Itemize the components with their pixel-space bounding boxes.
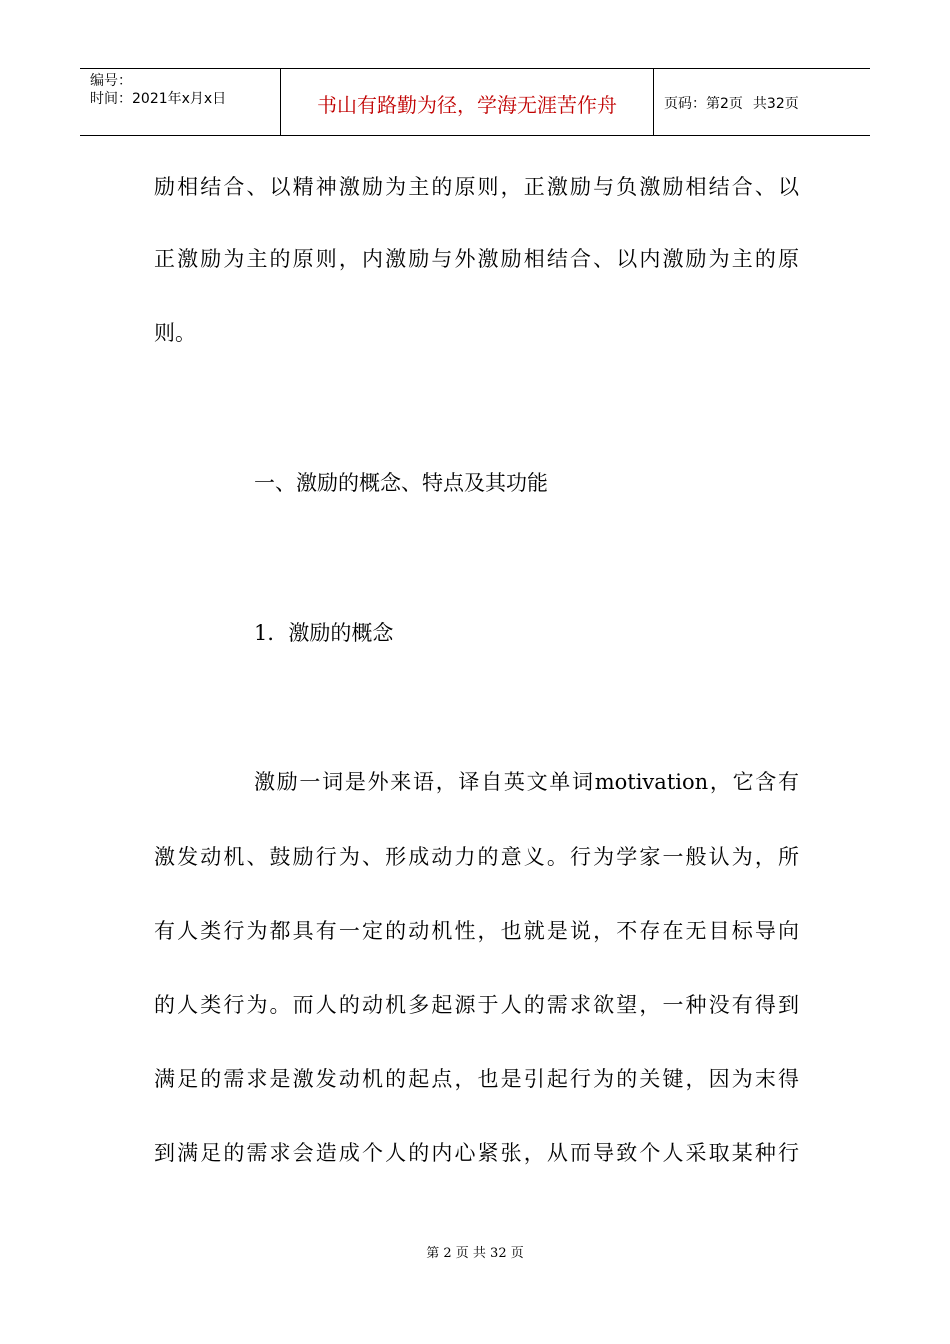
body-line: 的人类行为。而人的动机多起源于人的需求欲望，一种没有得到 [154,993,799,1017]
header-page-cell [654,69,870,135]
subsection-heading: 1．激励的概念 [254,621,394,645]
body-line: 励相结合、以精神激励为主的原则，正激励与负激励相结合、以 [154,175,799,199]
body-line: 则。 [154,321,196,345]
header-total-label: 共32页 [752,96,799,112]
body-line: 有人类行为都具有一定的动机性，也就是说，不存在无目标导向 [154,919,799,943]
header-motto: 书山有路勤为径，学海无涯苦作舟 [281,69,654,135]
body-line: 正激励为主的原则，内激励与外激励相结合、以内激励为主的原 [154,247,799,271]
page-footer: 第 2 页 共 32 页 [426,1246,524,1261]
document-header [80,68,870,136]
body-line: 到满足的需求会造成个人的内心紧张，从而导致个人采取某种行 [154,1141,799,1165]
body-line: 满足的需求是激发动机的起点，也是引起行为的关键，因为末得 [154,1067,799,1091]
header-page-label: 页码：第2页 [664,96,743,112]
header-date-label: 时间：2021年x月x日 [90,91,227,107]
header-meta-cell [80,69,281,135]
body-line: 激发动机、鼓励行为、形成动力的意义。行为学家一般认为，所 [154,845,799,869]
header-number-label: 编号： [90,73,132,89]
body-line: 激励一词是外来语，译自英文单词motivation，它含有 [254,770,799,794]
section-heading: 一、激励的概念、特点及其功能 [254,471,548,495]
